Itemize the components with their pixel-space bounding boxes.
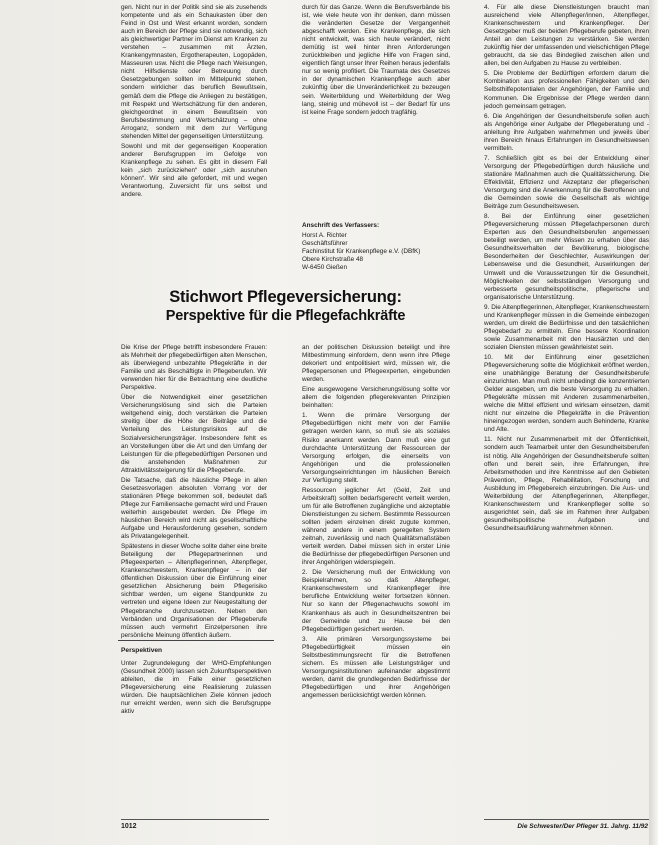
author-address (302, 222, 450, 272)
article-headline (121, 288, 450, 325)
perspectives-box (118, 640, 274, 821)
paragraph: 2. Die Versicherung muß der Entwicklung von Beispielrahmen, so daß Altenpfleger, Krankenschwestern und Krankenpfleger ihre berufliche Entwicklung weiter fortsetzen können. Nur so kann der Pflegenachwuchs sowohl im Krankenhaus als auch in Gesundheitszentren bei der Gemeinde und zu Hause bei den Pflegebedürftigen gesichert werden. (302, 569, 450, 633)
lower-middle-column (302, 344, 450, 816)
paragraph: 11. Nicht nur Zusammenarbeit mit der Öffentlichkeit, sondern auch Teamarbeit unter den Gesundheitsberufen ist nötig. Alle Angehörigen der Gesundheitsberufe sollten offen und bereit sein, ihre Erfahrungen, ihre Arbeitsmethoden und ihre Kenntnisse auf den Gebieten Prävention, Pflege, Rehabilitation, Forschung und Ausbildung im Pflegebereich einzubringen. Die Aus- und Weiterbildung der Altenpflegerinnen, Altenpfleger, Krankenschwestern und Krankenpfleger sollte so ausgerichtet sein, daß sie im Rahmen ihrer Aufgaben gesundheitspolitische Aufgaben und Gesundheitsaufklärung wahrnehmen können. (484, 436, 649, 532)
paragraph: durch für das Ganze. Wenn die Berufsverbände bis ist, wie viele heute von ihr denken, dann müssen die veränderten Gesetze der Vergangenheit abgeschafft werden. Eine Krankenpflege, die sich nicht entwickelt, was sich heute verändert, nicht demütig ist weil hinter ihren Anforderungen zurückbleiben und jegliche Hilfe von Fragen sind, eigentlich fängt unser Ihrer Reihen heraus jedenfalls nur so wenig profitiert. Die Traumata des Gesetzes in der dynamischen Krankenpflege auch aber zukünftig über die Unveränderlichkeit zu bezeugen sein. Weiterbildung und Weiterbildung der Weg lang, steinig und mühevoll ist – der Bedarf für uns ist keine Frage sondern jedoch tragfähig. (302, 4, 450, 116)
address-line: Obere Kirchstraße 48 (302, 256, 364, 264)
page-edge (649, 0, 658, 845)
paragraph: gen. Nicht nur in der Politik sind sie als zusehends kompetente und als ein Schaukasten über den Feind in Ost und West erkannt worden, sondern auch im Bereich der Pflege sind sie notwendig, sich als gleichwertiger Partner im Dienst am Kranken zu verstehen – zusammen mit Ärzten, Krankengymnasten, Ergotherapeuten, Logopäden, Masseuren usw. Nicht die Pflege nach Weisungen, nicht Hilfsdienste oder Betreuung durch Gesetzgebungen sollten im Mittelpunkt stehen, sondern wirklicher das beruflich Bewußtsein, gemäß dem die Pflege die Anliegen zu bestätigen, mit Respekt und Wertschätzung für den anderen, gleichgeordnet in einem Bewußtsein von Berufsbestimmung und Wertschätzung – ohne Arroganz, sondern mit dem zur Verfügung stehenden Mittel der gegenseitigen Unterstützung. (121, 4, 267, 140)
address-line: Horst A. Richter (302, 232, 347, 240)
box-text: Unter Zugrundelegung der WHO-Empfehlungen (Gesundheit 2000) lassen sich Zukunftsperspektiven ableiten, die im Falle einer gesetzlichen Pflegeversicherung eine Realisierung zulassen würden. Die hauptsächlichen Ziele können jedoch nur erreicht werden, wenn sich die Berufsgruppe aktiv (121, 660, 271, 716)
address-line: W-6450 Gießen (302, 264, 347, 272)
paragraph: 8. Bei der Einführung einer gesetzlichen Pflegeversicherung müssen Pflegefachpersonen durch Experten aus den Gesundheitsberufen angemessen beteiligt werden, um mehr Wissen zu erhalten über das Gesundheitsverhalten der Bevölkerung, biologische Besonderheiten der Geschlechter, Auswirkungen der Lebensweise und die Gesundheit, Auswirkungen der Umwelt und die Voraussetzungen für die Gesundheit, Möglichkeiten der selbstständigen Versorgung und verbesserte gesundheitspolitische, pflegerische und organisatorische Unterstützung. (484, 213, 649, 301)
address-heading: Anschrift des Verfassers: (302, 222, 380, 229)
paragraph: Über die Notwendigkeit einer gesetzlichen Versicherungslösung sind sich die Parteien weitgehend einig, doch verstärken die Parteien streitig über die Höhe der Beiträge und die Verteilung des Leistungsrisikos auf die Sozialversicherungsträger. Insbesondere fehlt es an Vorstellungen über die Art und den Umfang der Leistungen für die pflegebedürftigen Personen und die anstehenden Maßnahmen zur Attraktivitätssteigerung für die Pflegeberufe. (121, 394, 267, 474)
paragraph: Die Krise der Pflege betrifft insbesondere Frauen: als Mehrheit der pflegebedürftigen alten Menschen, als überwiegend unbezahlte Pflegekräfte in der Familie und als Beschäftigte in Pflegeberufen. Wir verwenden hier für die Betrachtung eine deutliche Perspektive. (121, 344, 267, 392)
paragraph: 7. Schließlich gibt es bei der Entwicklung einer Versorgung der Pflegebedürftigen durch häusliche und stationäre Maßnahmen auch die Qualitätssicherung. Die Effektivität, Effizienz und Akzeptanz der pflegerischen Versorgung sind die Anerkennung für die Betroffenen und die Gemeinden sowie die Gesellschaft als wichtige Beiträge zum Gesundheitswesen. (484, 154, 649, 211)
paragraph: 3. Alle primären Versorgungssysteme bei Pflegebedürftigkeit müssen ein Selbstbestimmungsrecht für die Betroffenen sichern. Es müssen alle Leistungsträger und Versorgungsinstitutionen aufeinander abgestimmt werden, damit die grundlegenden Bedürfnisse der Pflegebedürftigen und ihrer Angehörigen angemessen berücksichtigt werden können. (302, 635, 450, 699)
journal-footer: Die Schwester/Der Pfleger 31. Jahrg. 11/92 (517, 823, 648, 830)
paragraph: Spätestens in dieser Woche sollte daher eine breite Beteiligung der Pflegepartnerinnen und Pflegeexperten – Altenpflegerinnen, Altenpfleger, Krankenschwestern, Krankenpfleger – in der öffentlichen Diskussion über die Einführung einer gesetzlichen Absicherung beim Pflegerisiko sichtbar werden, um eigene Standpunkte zu vertreten und eigene Ideen zur Neugestaltung der Pflegebranche durchzusetzen. Neben den Verbänden und Organisationen der Pflegeberufe müssen auch vermehrt Einzelpersonen ihre persönliche Meinung öffentlich äußern. (121, 543, 267, 639)
paragraph: 1. Wenn die primäre Versorgung der Pflegebedürftigen nicht mehr von der Familie getragen werden kann, so muß sie als soziales Risiko anerkannt werden. Dann muß eine gut durchdachte Unterstützung der Ressourcen der Versorgung erfolgen, die einerseits von Angehörigen und die professionellen Versorgungseinrichtungen im häuslichen Bereich zur Verfügung stellt. (302, 412, 450, 484)
paragraph: 4. Für alle diese Dienstleistungen braucht man ausreichend viele Altenpfleger/innen, Altenpfleger, Krankenschwestern und Krankenpfleger. Der Gesetzgeber muß der beiden Pflegeberufe gebeten, ihren Anteil an den Leistungen zu verstärken. Sie werden zukünftig hier der umfassenden und vielschichtigen Pflege gebraucht, da sie das Bindeglied zwischen allen und allen, bei den Aufgaben zu Hause zu verbleiben. (484, 4, 649, 68)
box-title: Perspektiven (121, 647, 163, 654)
paragraph: an der politischen Diskussion beteiligt und ihre Mitbestimmung einfordern, denn wenn ihre Pflege dekoriert und entpolitisiert wird, müssen wir, die Pflegepersonen und Pflegeexperten, eingebunden werden. (302, 344, 450, 384)
lower-left-column (121, 344, 267, 639)
right-column (484, 4, 649, 812)
paragraph: Ressourcen jeglicher Art (Geld, Zeit und Arbeitskraft) sollten bedarfsgerecht verteilt werden, um für alle Betroffenen zugängliche und akzeptable Dienstleistungen zu sichern. Bestimmte Ressourcen sollten jedem einzelnen direkt zugute kommen, während andere in einem geregelten System zeitnah, zuverlässig und nach Qualitätsmaßstäben verteilt werden. Dabei müssen sich in erster Linie die Bedürfnisse der pflegebedürftigen Personen und ihrer Angehörigen widerspiegeln. (302, 486, 450, 567)
upper-left-column (121, 4, 267, 251)
upper-middle-column (302, 4, 450, 116)
footer-rule (121, 819, 269, 820)
headline-line-1: Stichwort Pflegeversicherung: (169, 288, 402, 306)
address-line: Geschäftsführer (302, 240, 348, 248)
paragraph: 5. Die Probleme der Bedürftigen erfordern darum die Kombination aus professionellen Fähigkeiten und den Selbsthilfepotentialen der Angehörigen, der Familie und Kommunen. Die Ergebnisse der Pflege werden dann jedoch gemeinsam getragen. (484, 70, 649, 110)
paragraph: Die Tatsache, daß die häusliche Pflege in allen Gesetzesvorlagen absoluten Vorrang vor der stationären Pflege bekommen soll, bedeutet daß Pflege zur Familiensache gemacht wird und Frauen weiterhin ausgebeutet werden. Die Pflege im häuslichen Bereich wird nicht als gesellschaftliche Aufgabe und Herausforderung gesehen, sondern als Privatangelegenheit. (121, 476, 267, 541)
page-number: 1012 (121, 823, 137, 830)
address-line: Fachinstitut für Krankenpflege e.V. (DBfK) (302, 248, 421, 256)
paragraph: Eine ausgewogene Versicherungslösung sollte vor allem die folgenden pflegerelevanten Prinzipien beinhalten: (302, 386, 450, 410)
paragraph: Sowohl und mit der gegenseitigen Kooperation anderer Berufsgruppen im Gefolge von Krankenpflege zu sehen. Es gibt in diesem Fall kein „sich zurückziehen“ oder „sich ausruhen können“. Wir sind alle gefordert, mit und wegen Verantwortung, Zuversicht für uns selbst und andere. (121, 142, 267, 199)
footer-rule (484, 819, 649, 820)
headline-line-2: Perspektive für die Pflegefachkräfte (165, 308, 406, 324)
paragraph: 9. Die Altenpflegerinnen, Altenpfleger, Krankenschwestern und Krankenpfleger müssen in die Gemeinde einbezogen werden, um direkt die Bedürfnisse und den tatsächlichen Pflegebedarf zu ermitteln. Eine bessere Koordination sowie Zusammenarbeit mit den Hausärzten und den sozialen Diensten müssen gewährleistet sein. (484, 303, 649, 351)
paragraph: 6. Die Angehörigen der Gesundheitsberufe sollen auch als Angehörige einer Aufgabe der Pflegeberatung und -anleitung ihre Aufgaben wahrnehmen und jeweils über ihren Bereich hinaus Erfahrungen im Gesundheitswesen vermitteln. (484, 112, 649, 152)
paragraph: 10. Mit der Einführung einer gesetzlichen Pflegeversicherung sollte die Möglichkeit eröffnet werden, eine unabhängige Beratung der Gesundheitsberufe einzurichten. Man muß nicht unbedingt die konzentrierten Gelder ausgeben, um die beste Versorgung zu erhalten. Pflegekräfte müssen mit Anderen zusammenarbeiten, welche die Mittel effizient und wirksam einsetzen, damit nicht nur einzelne die Pflegekräfte in die Prävention hineingezogen werden, sondern auch Behinderte, Kranke und Alte. (484, 353, 649, 434)
